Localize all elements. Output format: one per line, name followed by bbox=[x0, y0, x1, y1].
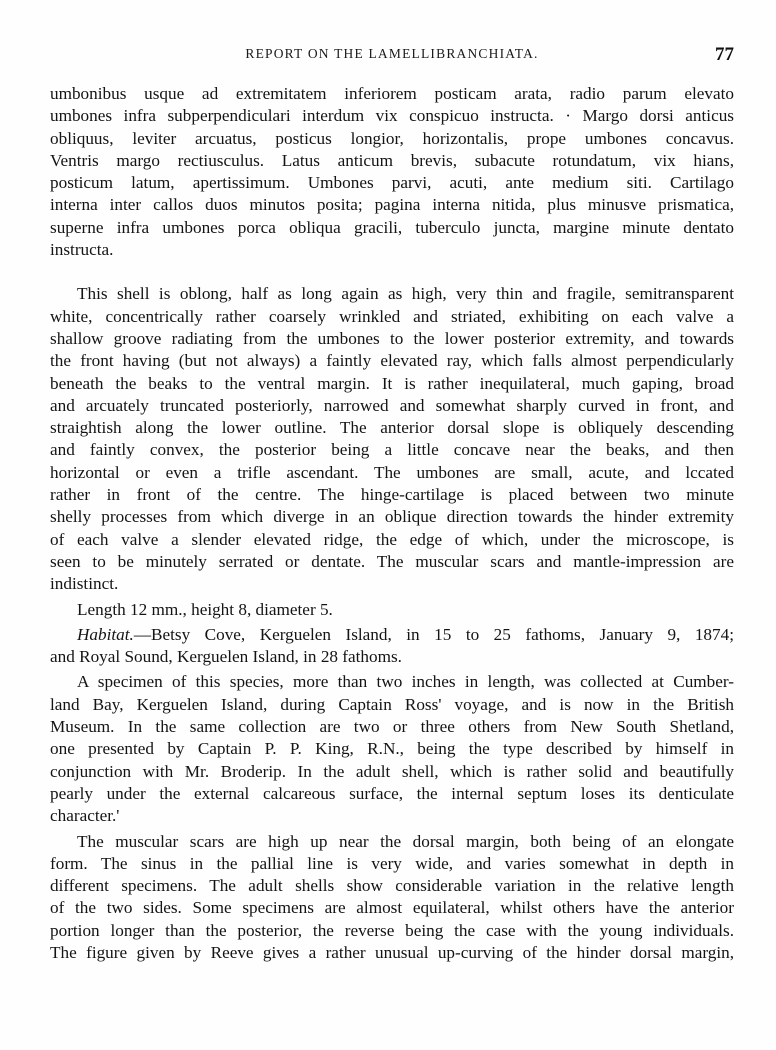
text-line: portion longer than the posterior, the reverse being the case with the young individuals. bbox=[50, 920, 734, 940]
text-line: shelly processes from which diverge in an oblique direction towards the hinder extremity bbox=[50, 507, 734, 527]
text-line: Museum. In the same collection are two or three others from New South Shetland, bbox=[50, 717, 734, 737]
text-line: horizontal or even a trifle ascendant. The umbones are small, acute, and lccated bbox=[50, 462, 734, 482]
text-line: instructa. bbox=[50, 240, 114, 260]
running-title: REPORT ON THE LAMELLIBRANCHIATA. bbox=[245, 46, 539, 61]
text-line: rather in front of the centre. The hinge-cartilage is placed between two minute bbox=[50, 485, 734, 505]
page-header bbox=[50, 44, 734, 68]
text-line: one presented by Captain P. P. King, R.N., being the type described by himself in bbox=[50, 739, 734, 759]
text-line: seen to be minutely serrated or dentate. The muscular scars and mantle-impression are bbox=[50, 551, 734, 571]
habitat-text: —Betsy Cove, Kerguelen Island, in 15 to 25 fathoms, January 9, 1874; bbox=[133, 624, 734, 644]
text-line: and arcuately truncated posteriorly, narrowed and somewhat sharply curved in front, and bbox=[50, 395, 734, 415]
text-line: pearly under the external calcareous surface, the internal septum loses its denticulate bbox=[50, 783, 734, 803]
text-line: character.' bbox=[50, 806, 120, 826]
text-line: of each valve a slender elevated ridge, the edge of which, under the microscope, is bbox=[50, 529, 734, 549]
text-line: A specimen of this species, more than two inches in length, was collected at Cumber- bbox=[77, 672, 734, 692]
measurements-paragraph bbox=[50, 599, 734, 621]
page-number: 77 bbox=[715, 44, 734, 65]
text-line: land Bay, Kerguelen Island, during Captain Ross' voyage, and is now in the British bbox=[50, 694, 734, 714]
body-text bbox=[50, 83, 734, 964]
text-line: Length 12 mm., height 8, diameter 5. bbox=[77, 599, 333, 619]
habitat-paragraph bbox=[50, 624, 734, 669]
text-line: The muscular scars are high up near the dorsal margin, both being of an elongate bbox=[77, 831, 734, 851]
shell-description-paragraph bbox=[50, 283, 734, 595]
text-line: form. The sinus in the pallial line is very wide, and varies somewhat in depth in bbox=[50, 853, 734, 873]
text-line: and faintly convex, the posterior being a little concave near the beaks, and then bbox=[50, 440, 734, 460]
text-line: the front having (but not always) a faintly elevated ray, which falls almost perpendicularly bbox=[50, 351, 734, 371]
muscular-scars-paragraph bbox=[50, 831, 734, 965]
text-line bbox=[50, 624, 734, 646]
text-line: white, concentrically rather coarsely wrinkled and striated, exhibiting on each valve a bbox=[50, 306, 734, 326]
specimen-history-paragraph bbox=[50, 671, 734, 827]
text-line: beneath the beaks to the ventral margin. It is rather inequilateral, much gaping, broad bbox=[50, 373, 734, 393]
habitat-label: Habitat. bbox=[77, 624, 134, 644]
text-line: posticum latum, apertissimum. Umbones parvi, acuti, ante medium siti. Cartilago bbox=[50, 173, 734, 193]
text-line: shallow groove radiating from the umbones to the lower posterior extremity, and towards bbox=[50, 328, 734, 348]
latin-description-paragraph bbox=[50, 83, 734, 261]
text-line: of the two sides. Some specimens are almost equilateral, whilst others have the anterior bbox=[50, 898, 734, 918]
text-line: This shell is oblong, half as long again as high, very thin and fragile, semitransparent bbox=[77, 284, 734, 304]
text-line: umbones infra subperpendiculari interdum vix conspicuo instructa. · Margo dorsi anticus bbox=[50, 106, 734, 126]
text-line: The figure given by Reeve gives a rather unusual up-curving of the hinder dorsal margin, bbox=[50, 942, 734, 962]
text-line: different specimens. The adult shells show considerable variation in the relative length bbox=[50, 876, 734, 896]
text-line: umbonibus usque ad extremitatem inferiorem posticam arata, radio parum elevato bbox=[50, 84, 734, 103]
text-line: conjunction with Mr. Broderip. In the adult shell, which is rather solid and beautifully bbox=[50, 761, 734, 781]
text-line: superne infra umbones porca obliqua gracili, tuberculo juncta, margine minute dentato bbox=[50, 217, 734, 237]
text-line: interna inter callos duos minutos posita; pagina interna nitida, plus minusve prismatica, bbox=[50, 195, 734, 215]
text-line: and Royal Sound, Kerguelen Island, in 28 fathoms. bbox=[50, 647, 402, 667]
text-line: indistinct. bbox=[50, 574, 119, 594]
text-line: straightish along the lower outline. The anterior dorsal slope is obliquely descending bbox=[50, 418, 734, 438]
text-line: obliquus, leviter arcuatus, posticus longior, horizontalis, prope umbones concavus. bbox=[50, 128, 734, 148]
text-line: Ventris margo rectiusculus. Latus anticum brevis, subacute rotundatum, vix hians, bbox=[50, 150, 734, 170]
